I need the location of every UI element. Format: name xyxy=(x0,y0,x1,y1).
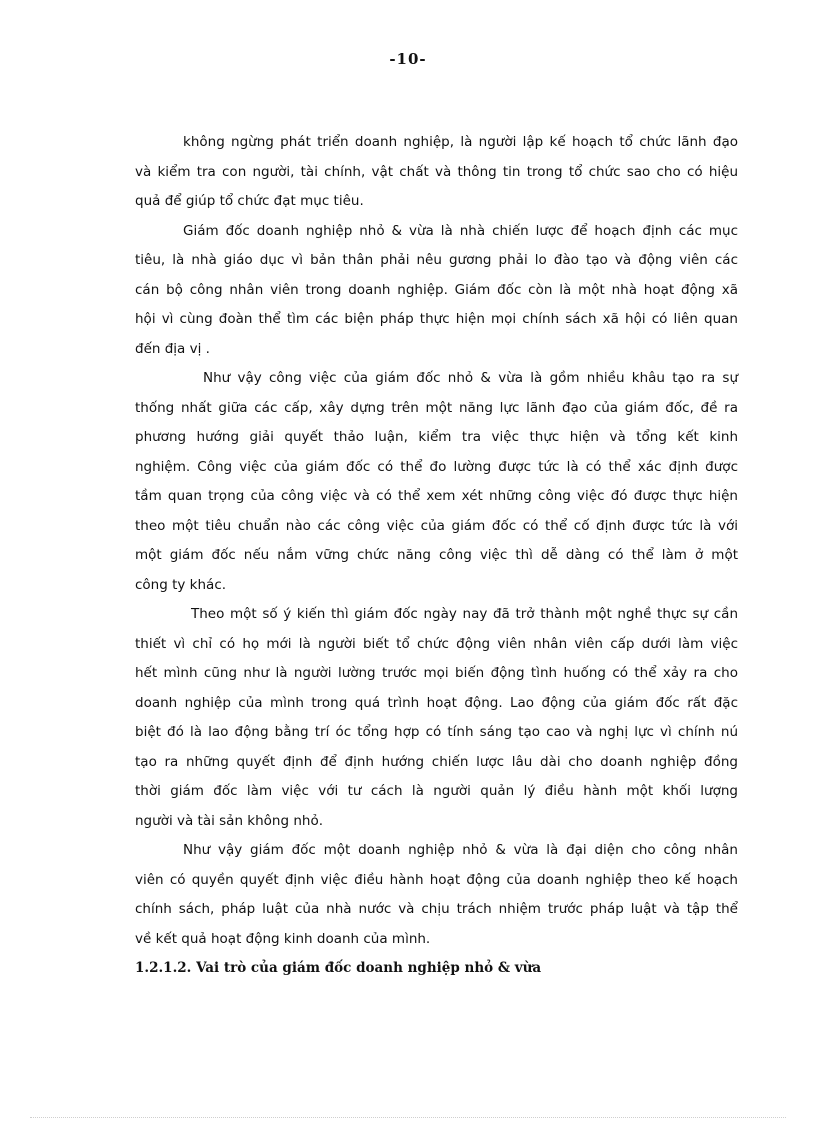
text-line: thời giám đốc làm việc với tư cách là người quản lý điều hành một khối lượng xyxy=(135,783,738,799)
section-heading: 1.2.1.2. Vai trò của giám đốc doanh nghiệp nhỏ & vừa xyxy=(135,960,542,976)
text-line: Như vậy công việc của giám đốc nhỏ & vừa là gồm nhiều khâu tạo ra sự xyxy=(203,370,738,386)
paragraph xyxy=(135,364,738,600)
text-line: viên có quyền quyết định việc điều hành hoạt động của doanh nghiệp theo kế hoạch xyxy=(135,871,738,888)
text-line: không ngừng phát triển doanh nghiệp, là người lập kế hoạch tổ chức lãnh đạo xyxy=(183,134,738,150)
paragraph xyxy=(135,128,738,217)
text-line: đến địa vị . xyxy=(135,340,210,357)
paragraph-list xyxy=(135,128,738,954)
paragraph xyxy=(135,600,738,836)
text-line: về kết quả hoạt động kinh doanh của mình. xyxy=(135,930,431,947)
paragraph xyxy=(135,836,738,954)
text-line: tầm quan trọng của công việc và có thể xem xét những công việc đó được thực hiện xyxy=(135,488,738,504)
paragraph xyxy=(135,217,738,365)
text-line: cán bộ công nhân viên trong doanh nghiệp. Giám đốc còn là một nhà hoạt động xã xyxy=(135,281,738,298)
page-bottom-divider xyxy=(30,1117,786,1118)
text-line: hội vì cùng đoàn thể tìm các biện pháp thực hiện mọi chính sách xã hội có liên quan xyxy=(135,311,738,327)
text-line: hết mình cũng như là người lường trước mọi biến động tình huống có thể xảy ra cho xyxy=(135,665,738,681)
text-line: người và tài sản không nhỏ. xyxy=(135,812,324,829)
text-line: Theo một số ý kiến thì giám đốc ngày nay đã trở thành một nghề thực sự cần xyxy=(191,606,738,622)
text-line: thiết vì chỉ có họ mới là người biết tổ chức động viên nhân viên cấp dưới làm việc xyxy=(135,635,738,652)
text-line: công ty khác. xyxy=(135,576,227,593)
text-line: Giám đốc doanh nghiệp nhỏ & vừa là nhà chiến lược để hoạch định các mục xyxy=(183,222,738,239)
text-line: theo một tiêu chuẩn nào các công việc của giám đốc có thể cố định được tức là với xyxy=(135,517,738,534)
body-text xyxy=(135,128,738,984)
text-line: doanh nghiệp của mình trong quá trình hoạt động. Lao động của giám đốc rất đặc xyxy=(135,694,738,711)
text-line: một giám đốc nếu nắm vững chức năng công việc thì dễ dàng có thể làm ở một xyxy=(135,547,738,563)
page-number: -10- xyxy=(389,50,427,68)
text-line: biệt đó là lao động bằng trí óc tổng hợp có tính sáng tạo cao và nghị lực vì chính nú xyxy=(135,724,738,740)
text-line: tiêu, là nhà giáo dục vì bản thân phải nêu gương phải lo đào tạo và động viên các xyxy=(135,252,738,268)
text-line: thống nhất giữa các cấp, xây dựng trên một năng lực lãnh đạo của giám đốc, đề ra xyxy=(135,399,738,416)
text-line: phương hướng giải quyết thảo luận, kiểm tra việc thực hiện và tổng kết kinh xyxy=(135,429,738,445)
text-line: chính sách, pháp luật của nhà nước và chịu trách nhiệm trước pháp luật và tập thể xyxy=(135,901,738,917)
text-line: Như vậy giám đốc một doanh nghiệp nhỏ & vừa là đại diện cho công nhân xyxy=(183,842,738,858)
text-line: nghiệm. Công việc của giám đốc có thể đo lường được tức là có thể xác định được xyxy=(135,458,738,475)
text-line: và kiểm tra con người, tài chính, vật chất và thông tin trong tổ chức sao cho có hiệu xyxy=(135,163,738,180)
text-line: quả để giúp tổ chức đạt mục tiêu. xyxy=(135,193,364,209)
text-line: tạo ra những quyết định để định hướng chiến lược lâu dài cho doanh nghiệp đồng xyxy=(135,753,738,770)
